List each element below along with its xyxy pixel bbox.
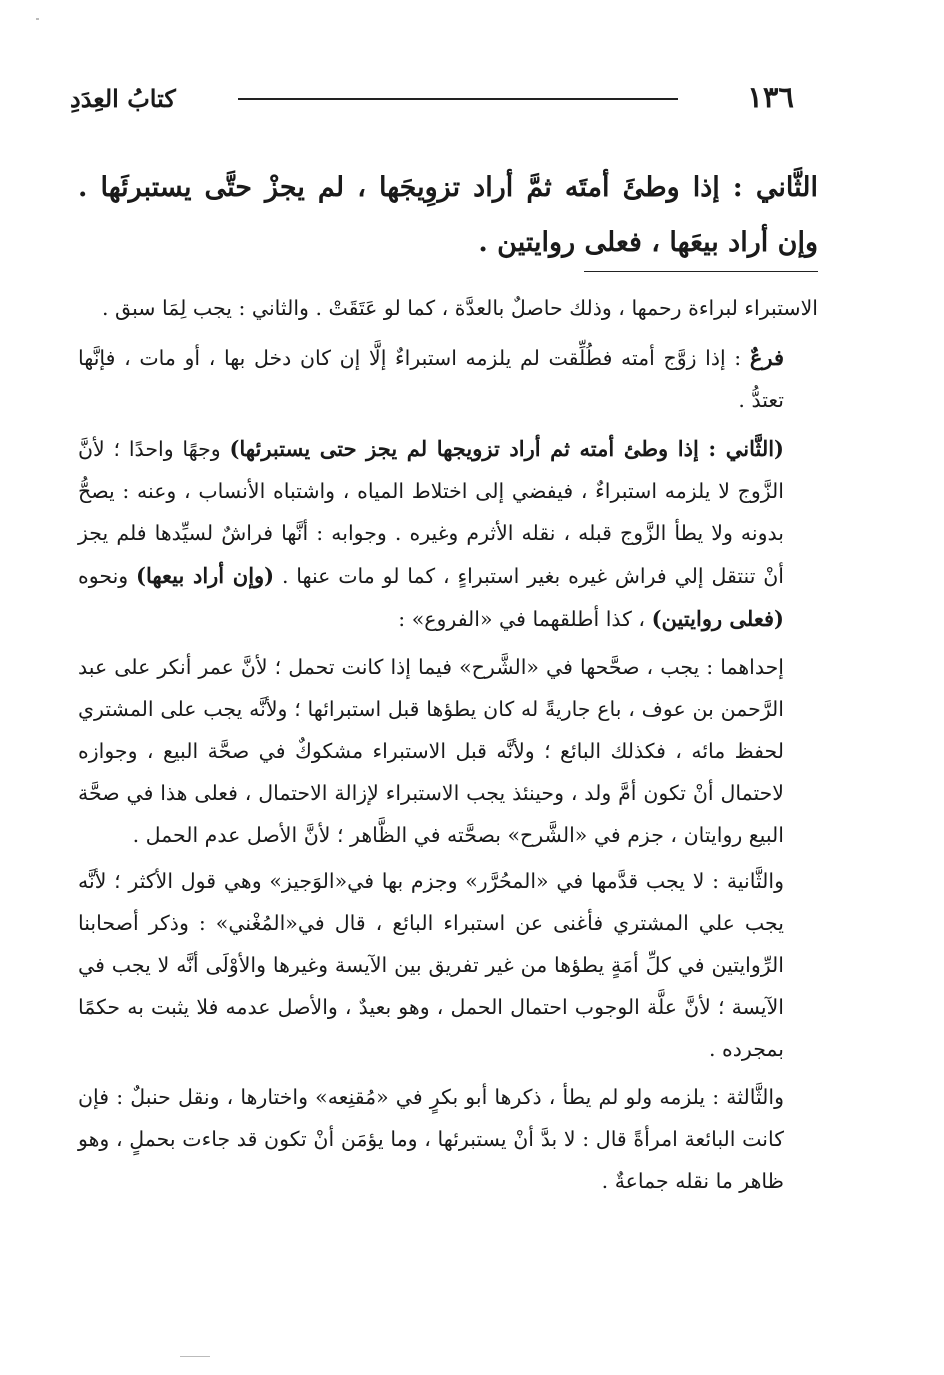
matn-quote: (فعلى روايتين) (651, 605, 784, 631)
page-number: ١٣٦ (747, 80, 794, 114)
matn-separator (584, 271, 818, 272)
branch-label: فرعٌ (749, 344, 784, 370)
matn-quote: (الثَّاني : إذا وطئ أمته ثم أراد تزويجها لم يجز حتى يستبرئها) (229, 436, 784, 462)
paragraph-2 (78, 337, 818, 422)
paragraph-1: الاستبراء لبراءة رحمها ، وذلك حاصلٌ بالعدَّة ، كما لو عَتَقَتْ . والثاني : يجب لِمَا سبق . (101, 296, 818, 320)
paragraph-2-text: : إذا زوَّج أمته فطُلِّقت لم يلزمه استبراءٌ إلَّا إن كان دخل بها ، أو مات ، فإنَّها تعتدُّ . (78, 345, 784, 412)
commentary-text: ونحوه (78, 563, 137, 588)
scan-speck (180, 1356, 210, 1357)
paragraph-5: والثَّانية : لا يجب قدَّمها في «المحُرَّر» وجزم بها في«الوَجيز» وهي قول الأكثر ؛ لأنَّه يجب علي المشتري فأغنى عن استبراء البائع ، قال في«المُغْني» : وذكر أصحابنا الرِّوايتين في كلِّ أمَةٍ يطؤها من غير تفريق بين الآيسة وغيرها والأوْلَى أنَّه لا يجب في الآيسة ؛ لأنَّ علَّة الوجوب احتمال الحمل ، وهو بعيدٌ ، والأصل عدمه فلا يثبت به حكمًا بمجرده . (78, 869, 784, 1061)
running-title: كتابُ العِدَدِ (70, 84, 176, 113)
header-rule (238, 98, 678, 100)
paragraph-6: والثَّالثة : يلزمه ولو لم يطأ ، ذكرها أبو بكرٍ في «مُقنِعه» واختارها ، ونقل حنبلٌ : فإن كانت البائعة امرأةً قال : لا بدَّ أنْ يستبرئها ، وما يؤمَن أنْ تكون قد جاءت بحملٍ ، وهو ظاهر ما نقله جماعةٌ . (78, 1085, 784, 1193)
commentary-text: وجهًا واحدًا ؛ لأنَّ الزَّوج لا يلزمه استبراءٌ ، فيفضي إلى اختلاط المياه ، واشتباه الأنساب ، وعنه : يصحُّ بدونه ولا يطأ الزَّوج قبله ، نقله الأثرم وغيره . وجوابه : أنَّها فراشٌ لسيِّدها فلم يجز أنْ تنتقل إلي فراش غيره بغير استبراءٍ ، كما لو مات عنها . (78, 437, 784, 588)
scan-speck (36, 18, 39, 20)
commentary (78, 288, 818, 1210)
matn-quote: (وإن أراد بيعها) (136, 562, 275, 588)
paragraph-4: إحداهما : يجب ، صحَّحها في «الشَّرح» فيما إذا كانت تحمل ؛ لأنَّ عمر أنكر على عبد الرَّحمن بن عوف ، باع جاريةً له كان يطؤها قبل استبرائها ؛ ولأنَّه يجب على المشتري لحفظ مائه ، فكذلك البائع ؛ ولأنَّه قبل الاستبراء مشكوكٌ في صحَّة البيع ، وجوازه لاحتمال أنْ تكون أمَّ ولد ، وحينئذ يجب الاستبراء لإزالة الاحتمال ، فعلى هذا في صحَّة البيع روايتان ، جزم في «الشَّرح» بصحَّته في الظَّاهر ؛ لأنَّ الأصل عدم الحمل . (78, 655, 784, 847)
commentary-text: ، كذا أطلقهما في «الفروع» : (398, 606, 652, 631)
matn-text: الثَّاني : إذا وطئَ أمتَه ثمَّ أراد تزوِيجَها ، لم يجزْ حتَّى يستبرئَها . وإن أراد بيعَها ، فعلى روايتين . (78, 172, 818, 258)
paragraph-3 (78, 428, 818, 640)
